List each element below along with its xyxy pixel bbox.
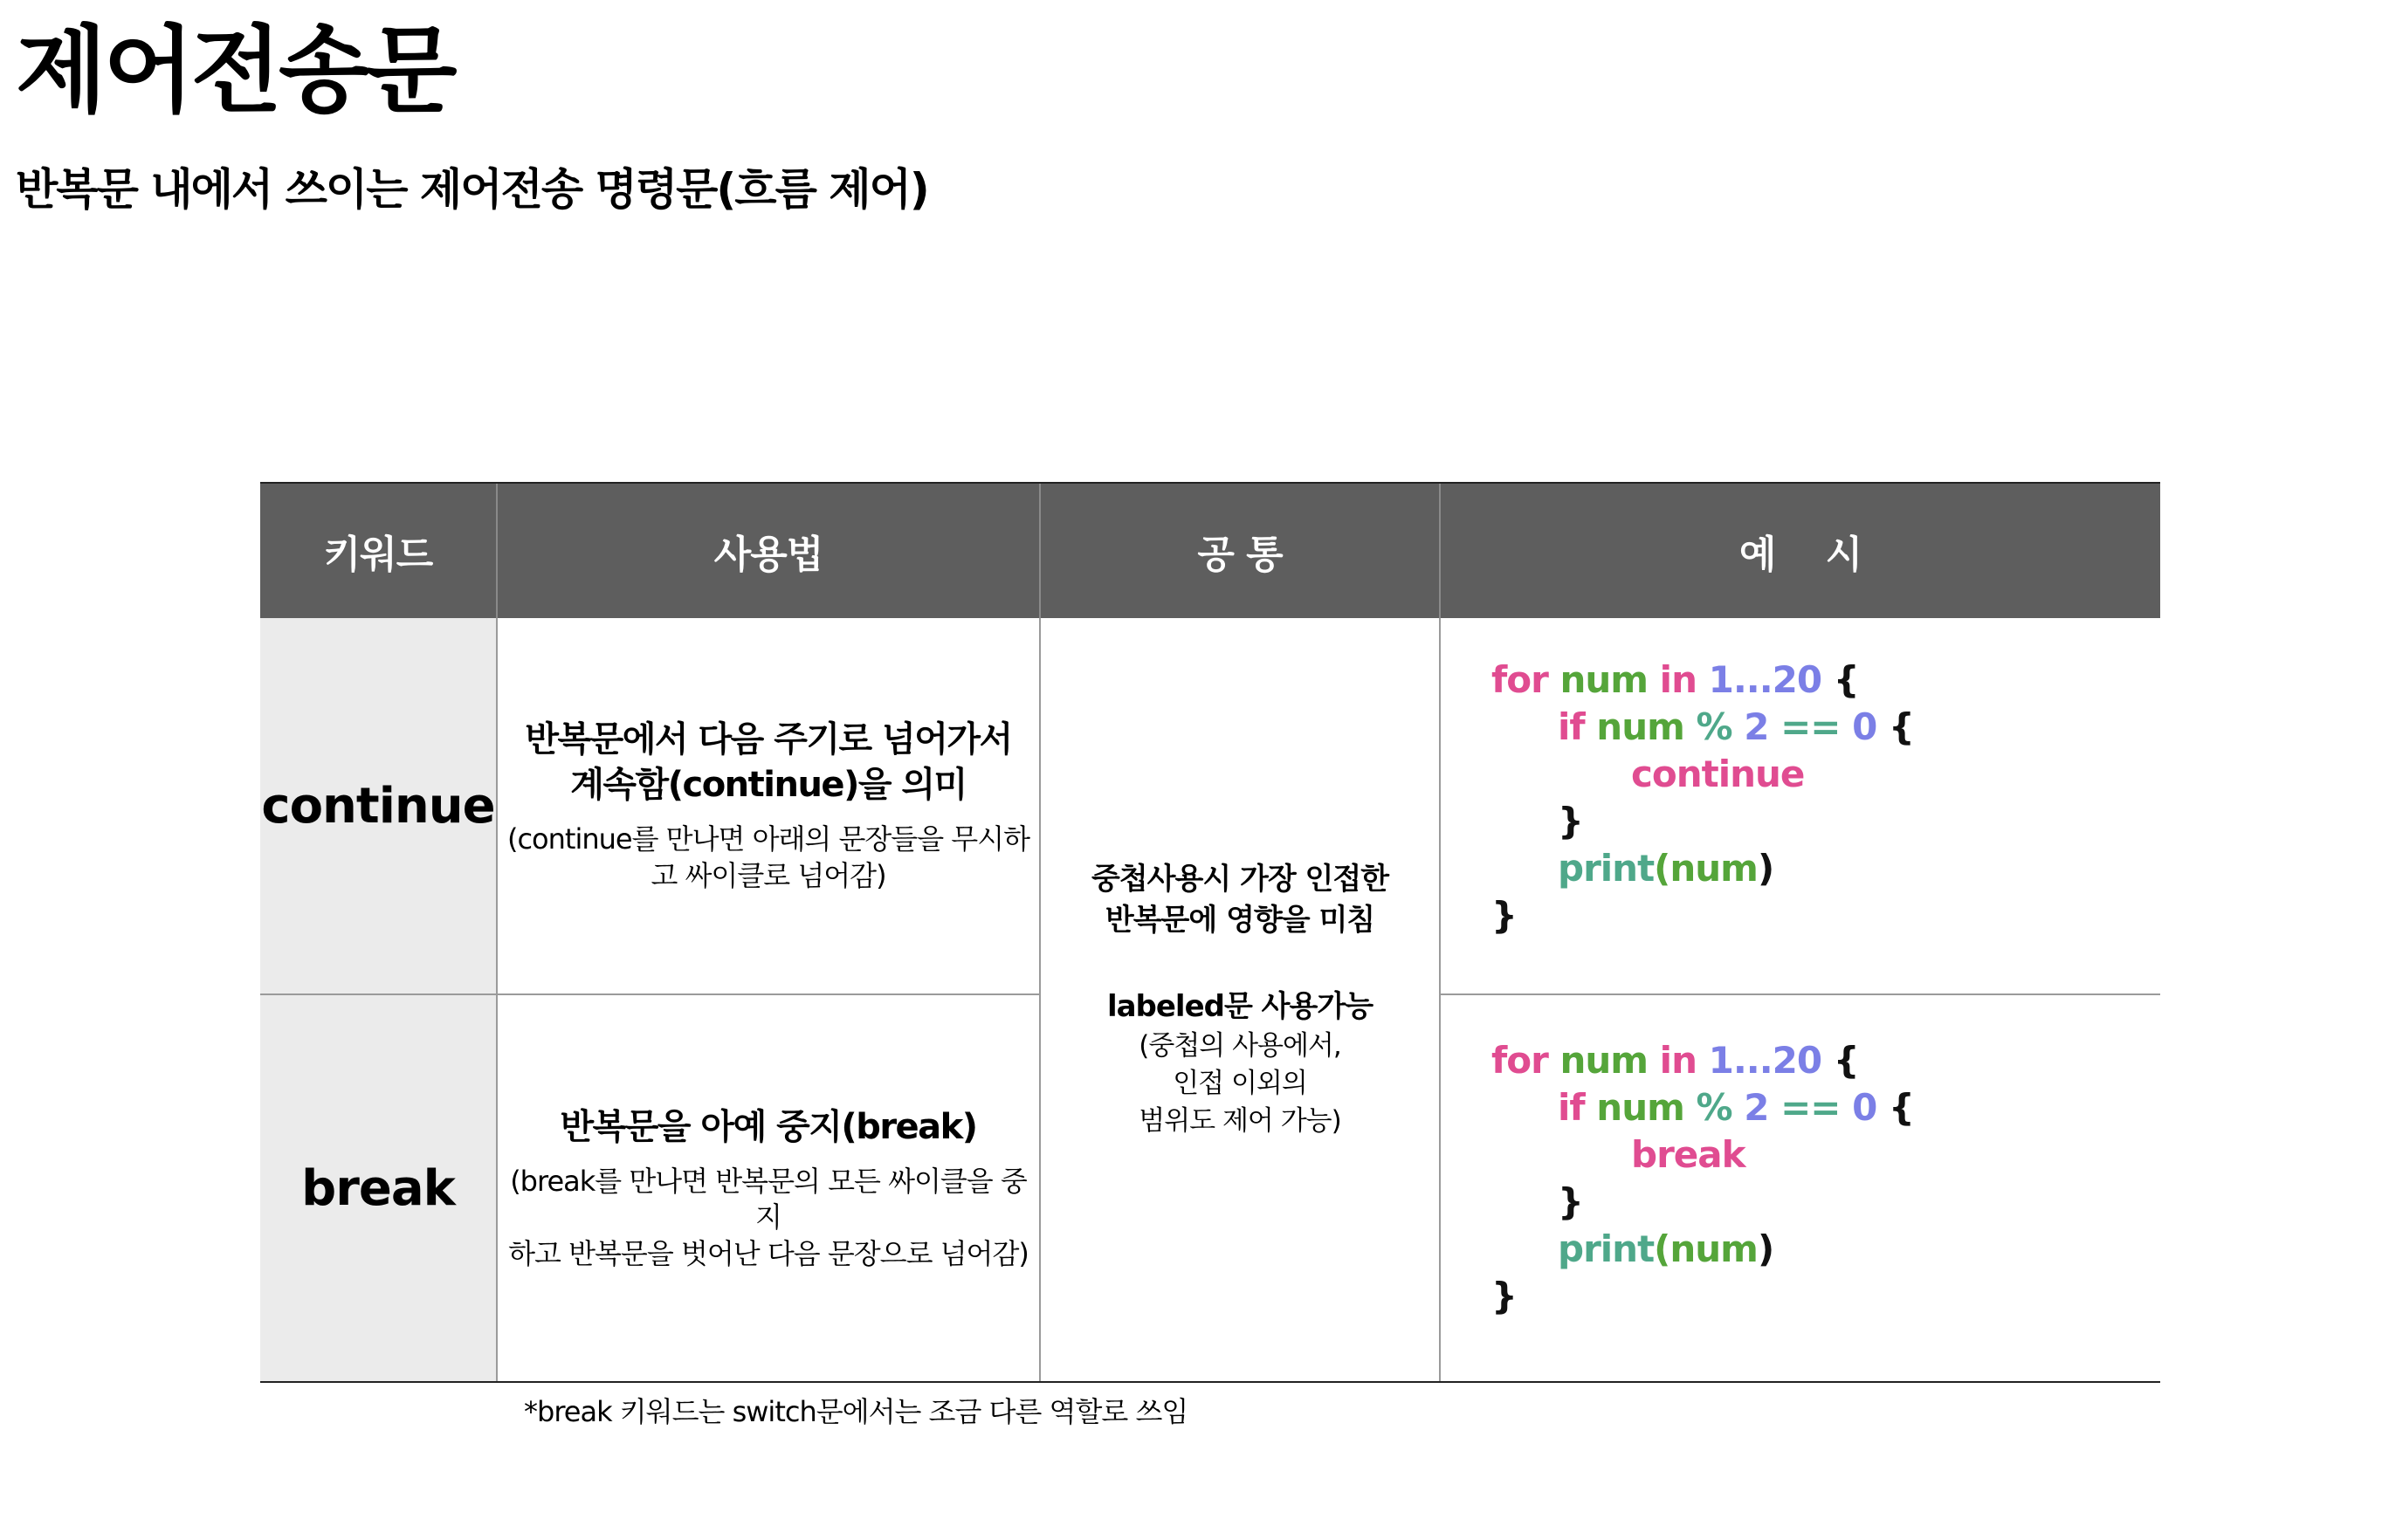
header-divider [1439, 484, 1441, 618]
code-token: num [1559, 1039, 1649, 1082]
code-token: 0 [1852, 1086, 1877, 1129]
code-token: continue [1631, 753, 1805, 795]
code-line [1491, 704, 1914, 751]
code-token: print [1558, 1227, 1655, 1270]
code-token: ( [1654, 1227, 1670, 1270]
code-token: num [1596, 1086, 1684, 1129]
common-line: labeled문 사용가능 [1106, 989, 1373, 1025]
code-line [1491, 845, 1914, 892]
column-divider [1439, 618, 1441, 1381]
common-line: 반복문에 영향을 미침 [1105, 903, 1375, 938]
code-token: for [1491, 1039, 1548, 1082]
keyword-continue: continue [260, 618, 496, 993]
code-line [1491, 1179, 1914, 1226]
code-token: 0 [1852, 705, 1877, 748]
row-divider [1439, 993, 2160, 995]
code-token: ( [1654, 847, 1670, 890]
code-example-break [1491, 1037, 1914, 1320]
code-token: num [1669, 1227, 1758, 1270]
header-divider [496, 484, 498, 618]
code-token: if [1558, 705, 1585, 748]
code-token: 2 [1744, 705, 1769, 748]
usage-continue-note-line: (continue를 만나면 아래의 문장들을 무시하 [506, 822, 1030, 856]
header-divider [1039, 484, 1041, 618]
usage-break-main [560, 1104, 976, 1150]
table-bottom-border [260, 1381, 2160, 1383]
code-token: % [1696, 705, 1732, 748]
usage-continue-main [525, 717, 1011, 808]
code-token: } [1558, 1180, 1583, 1223]
common-line: 범위도 제어 가능) [1139, 1104, 1341, 1137]
table-header [260, 482, 2160, 618]
code-line [1491, 657, 1914, 704]
code-line [1491, 798, 1914, 845]
header-keyword: 키워드 [323, 533, 433, 577]
page-title: 제어전송문 [16, 17, 454, 126]
usage-continue-note [507, 822, 1029, 894]
common-line: 중첩사용시 가장 인접한 [1091, 862, 1389, 897]
code-line [1491, 1131, 1914, 1179]
code-token: in [1659, 1039, 1697, 1082]
code-token: in [1659, 658, 1697, 701]
code-token: print [1558, 847, 1655, 890]
usage-break-main-line: 반복문을 아예 중지(break) [560, 1106, 977, 1147]
code-token: { [1833, 658, 1859, 701]
code-token: for [1491, 658, 1548, 701]
usage-break [498, 995, 1039, 1381]
code-token: { [1888, 705, 1914, 748]
usage-break-note [498, 1164, 1039, 1273]
header-usage: 사용법 [713, 533, 823, 577]
page-subtitle: 반복문 내에서 쓰이는 제어전송 명령문(흐름 제어) [16, 164, 928, 215]
keyword-break: break [260, 995, 496, 1381]
code-token: % [1696, 1086, 1732, 1129]
header-example: 예 시 [1738, 533, 1862, 577]
code-token: num [1596, 705, 1684, 748]
usage-break-note-line: (break를 만나면 반복문의 모든 싸이클을 중지 [510, 1164, 1027, 1234]
column-divider [1039, 618, 1041, 1381]
code-token: } [1491, 1275, 1517, 1317]
code-token: 2 [1744, 1086, 1769, 1129]
code-line [1491, 1037, 1914, 1084]
header-common: 공 통 [1197, 533, 1283, 577]
usage-continue-main-line: 계속함(continue)을 의미 [570, 765, 967, 806]
code-token: 1...20 [1708, 1039, 1822, 1082]
common-line: 인접 이외의 [1173, 1067, 1307, 1099]
code-token: { [1888, 1086, 1914, 1129]
column-divider [496, 618, 498, 1381]
common-cell [1041, 618, 1439, 1381]
code-token: 1...20 [1708, 658, 1822, 701]
code-token: num [1559, 658, 1649, 701]
code-token: } [1491, 894, 1517, 937]
code-token: num [1669, 847, 1758, 890]
code-token: == [1780, 705, 1841, 748]
code-token: if [1558, 1086, 1585, 1129]
code-line [1491, 1226, 1914, 1273]
code-token: ) [1757, 1227, 1774, 1270]
code-token: == [1780, 1086, 1841, 1129]
usage-continue-main-line: 반복문에서 다음 주기로 넘어가서 [525, 719, 1012, 760]
usage-continue-note-line: 고 싸이클로 넘어감) [651, 859, 886, 892]
code-token: { [1833, 1039, 1859, 1082]
common-line: (중첩의 사용에서, [1139, 1030, 1341, 1062]
code-token: ) [1757, 847, 1774, 890]
code-line [1491, 1084, 1914, 1131]
footnote: *break 키워드는 switch문에서는 조금 다른 역할로 쓰임 [524, 1395, 1188, 1428]
usage-continue [498, 618, 1039, 993]
code-token: break [1631, 1133, 1745, 1176]
code-token: } [1558, 800, 1583, 842]
code-line [1491, 1273, 1914, 1320]
code-line [1491, 892, 1914, 939]
usage-break-note-line: 하고 반복문을 벗어난 다음 문장으로 넘어감) [508, 1236, 1029, 1270]
code-line [1491, 751, 1914, 798]
code-example-continue [1491, 657, 1914, 939]
